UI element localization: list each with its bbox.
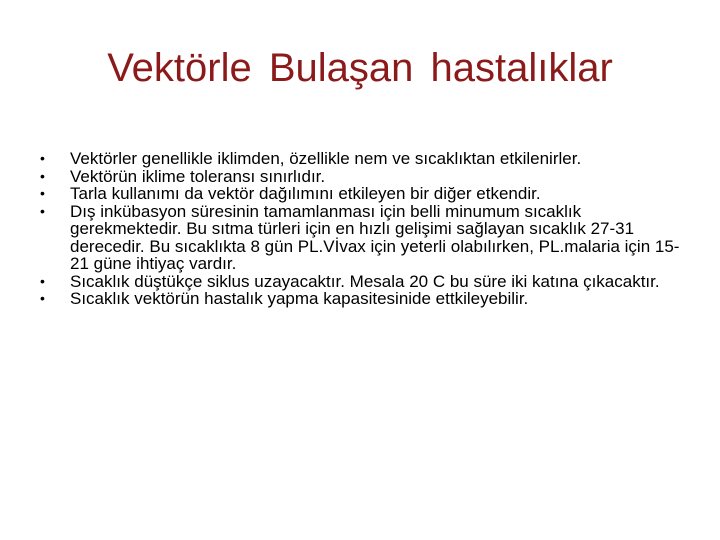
bullet-icon: • — [40, 272, 45, 289]
bullet-text: Dış inkübasyon süresinin tamamlanması için belli minumum sıcaklık gerekmektedir. Bu sıtma türleri için en hızlı gelişimi sağlayan sıcaklık 27-31 derecedir. Bu sıcaklıkta 8 gün PL.Vİvax için yeterli olabılırken, PL.malaria için 15-21 güne ihtiyaç vardır. — [70, 201, 680, 273]
bullet-icon: • — [40, 290, 45, 306]
bullet-item — [40, 290, 690, 308]
bullet-list — [40, 150, 690, 308]
bullet-item — [40, 185, 690, 203]
bullet-item — [40, 273, 690, 291]
bullet-text: Vektörün iklime toleransı sınırlıdır. — [70, 166, 326, 186]
bullet-icon: • — [40, 167, 45, 184]
bullet-text: Tarla kullanımı da vektör dağılımını etkileyen bir diğer etkendir. — [70, 184, 541, 203]
bullet-item — [40, 203, 690, 273]
bullet-item — [40, 168, 690, 186]
bullet-icon: • — [40, 202, 45, 219]
bullet-icon: • — [40, 185, 45, 201]
bullet-icon: • — [40, 150, 45, 166]
bullet-text: Sıcaklık düştükçe siklus uzayacaktır. Mesala 20 C bu süre iki katına çıkacaktır. — [70, 271, 660, 291]
bullet-item — [40, 150, 690, 168]
bullet-text: Sıcaklık vektörün hastalık yapma kapasitesinide ettkileyebilir. — [70, 289, 529, 308]
bullet-text: Vektörler genellikle iklimden, özellikle nem ve sıcaklıktan etkilenirler. — [70, 149, 582, 168]
slide-title: Vektörle Bulaşan hastalıklar — [107, 46, 613, 90]
